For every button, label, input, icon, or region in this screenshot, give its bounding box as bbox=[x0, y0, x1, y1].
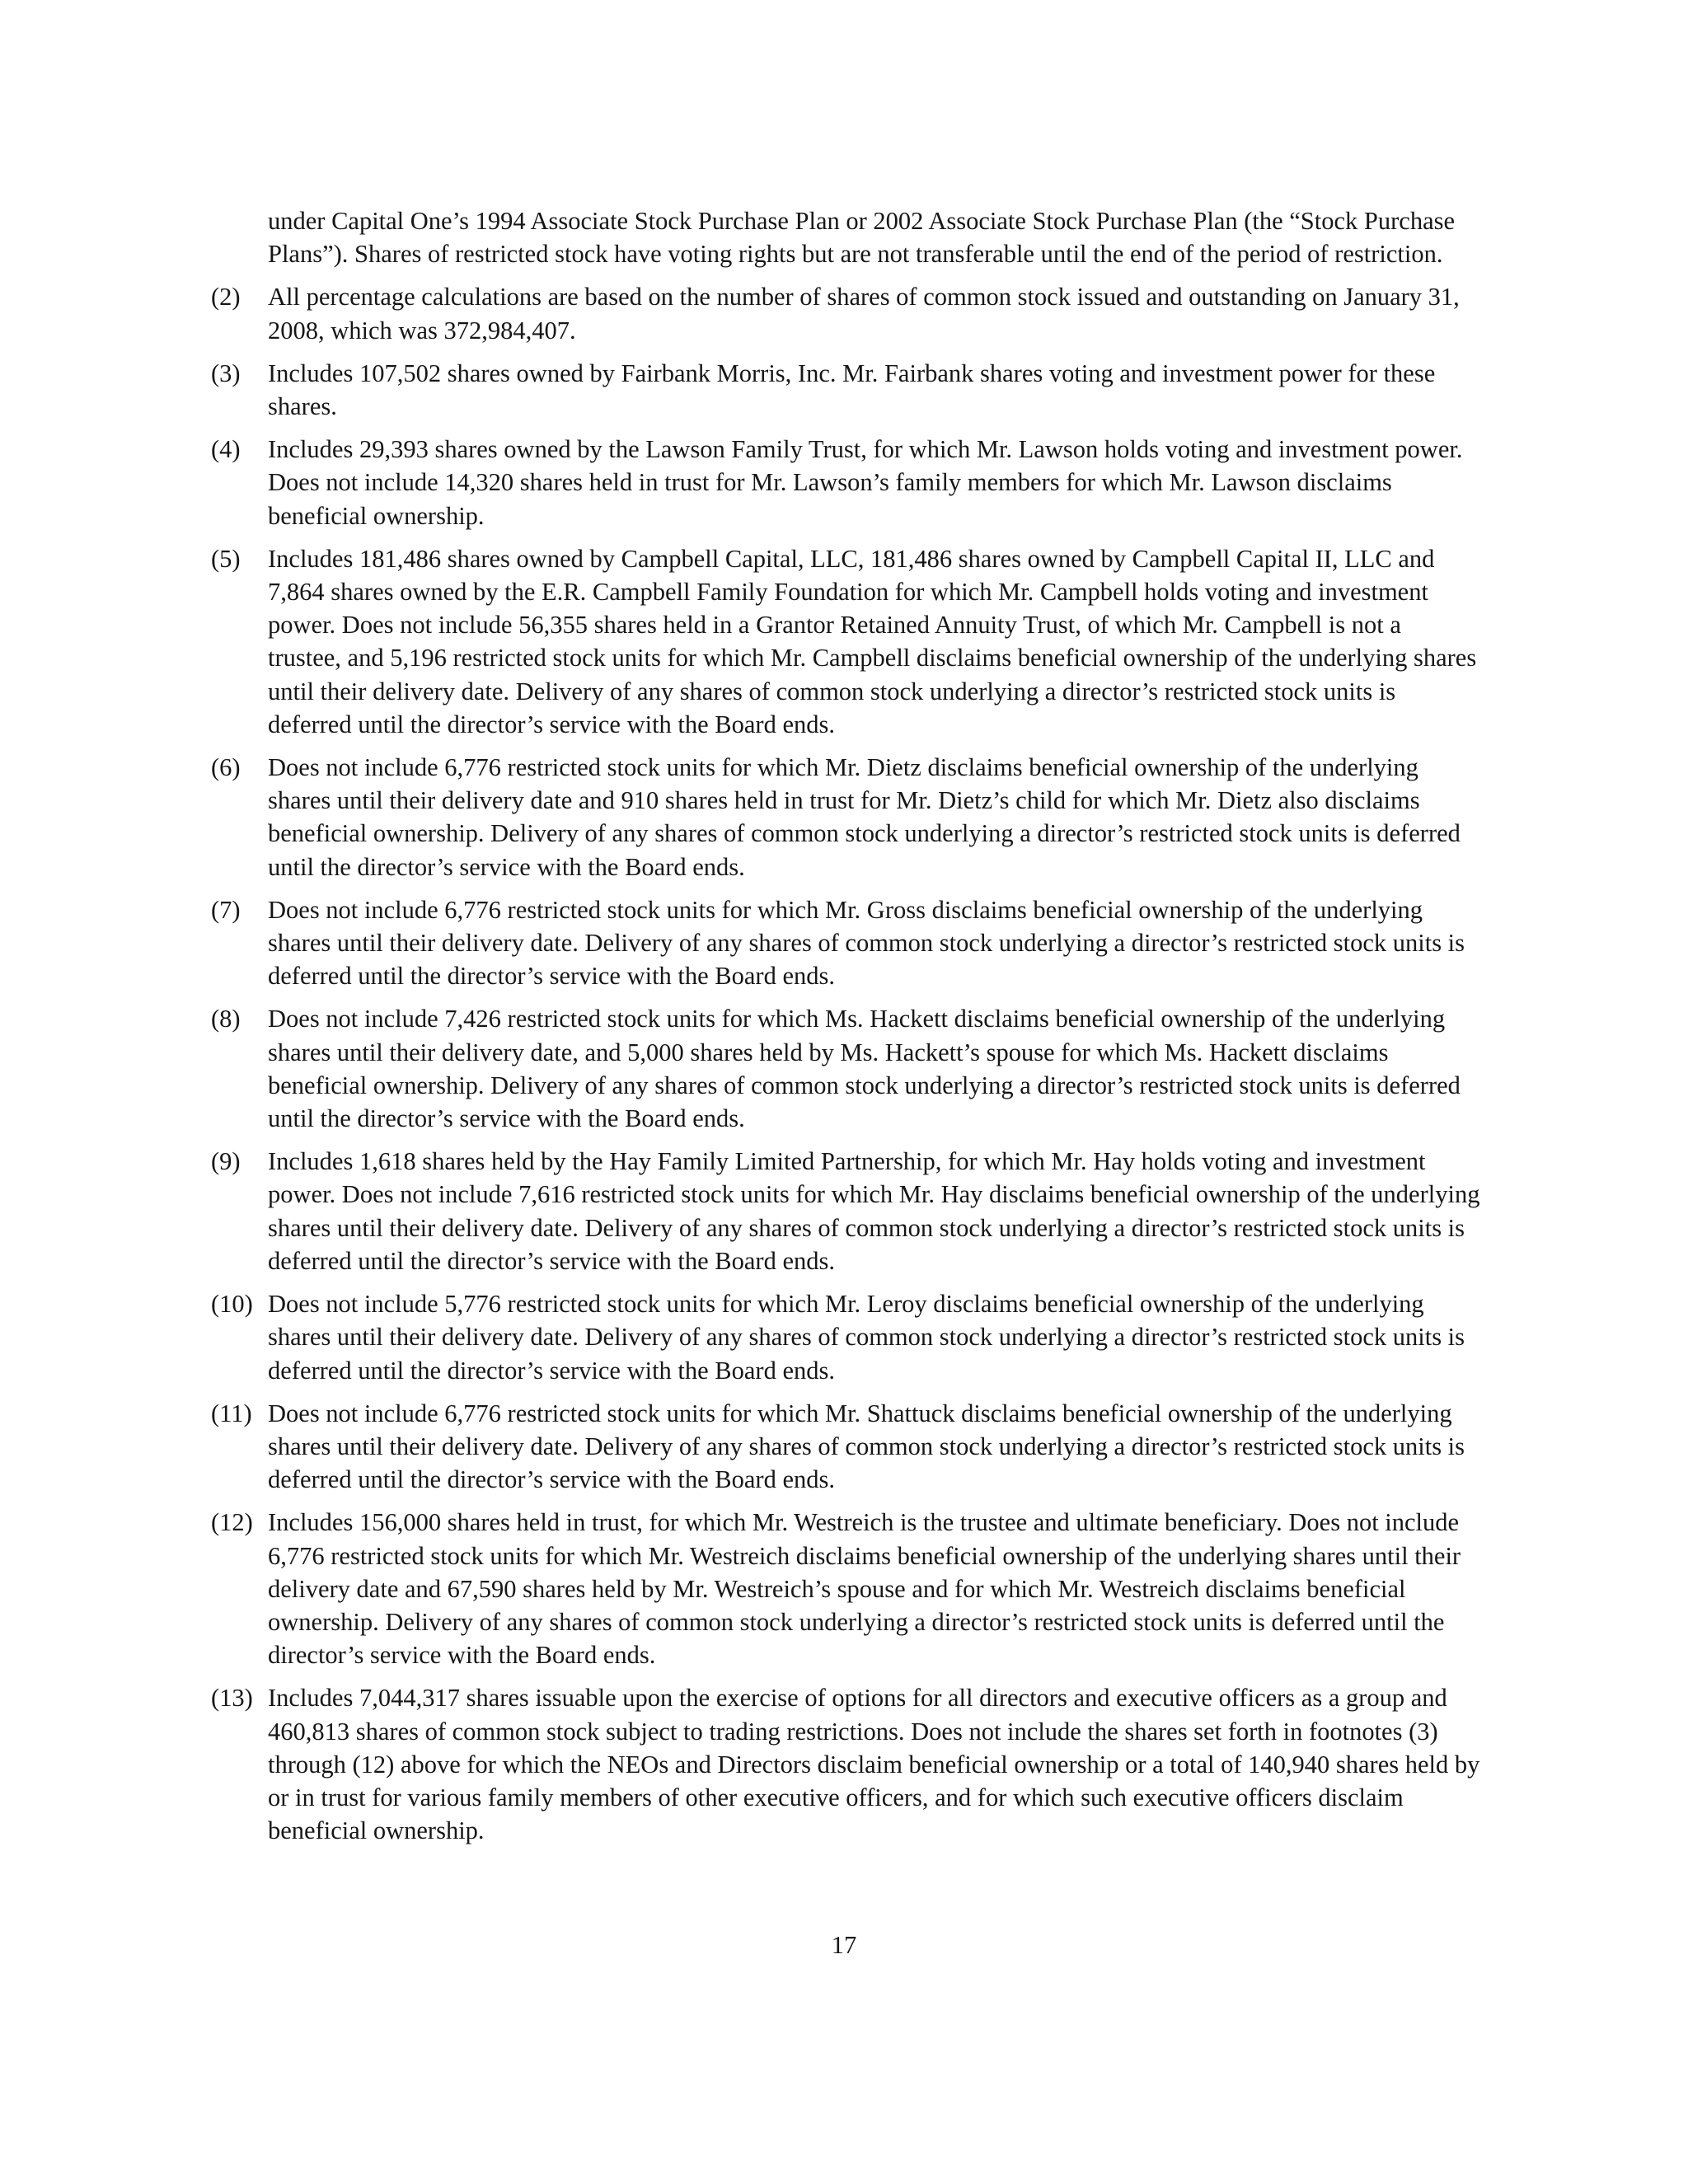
footnote-6 bbox=[211, 751, 1480, 883]
footnote-continuation: under Capital One’s 1994 Associate Stock Purchase Plan or 2002 Associate Stock Purchase Plan (the “Stock Purchase Plans”). Shares of restricted stock have voting rights but are not transferable until the end of the period of restriction. bbox=[268, 207, 1456, 269]
footnote-number: (2) bbox=[211, 283, 241, 312]
footnote-number: (4) bbox=[211, 435, 241, 464]
footnote-10 bbox=[211, 1287, 1480, 1387]
footnote-5 bbox=[211, 542, 1480, 741]
footnote-text: Does not include 6,776 restricted stock units for which Mr. Dietz disclaims beneficial ownership of the underlying shares until their delivery date and 910 shares held in trust for Mr. Dietz’s child for which Mr. Dietz also disclaims beneficial ownership. Delivery of any shares of common stock underlying a director’s restricted stock units is deferred until the director’s service with the Board ends. bbox=[268, 753, 1461, 881]
footnote-text: Includes 1,618 shares held by the Hay Family Limited Partnership, for which Mr. Hay holds voting and investment power. Does not include 7,616 restricted stock units for which Mr. Hay disclaims beneficial ownership of the underlying shares until their delivery date. Delivery of any shares of common stock underlying a director’s restricted stock units is deferred until the director’s service with the Board ends. bbox=[268, 1147, 1480, 1275]
footnote-12 bbox=[211, 1506, 1480, 1671]
footnote-number: (6) bbox=[211, 753, 241, 782]
footnote-number: (11) bbox=[211, 1399, 252, 1427]
page-number: 17 bbox=[831, 1931, 857, 1959]
footnotes-section bbox=[211, 204, 1480, 1857]
footnote-text: Does not include 7,426 restricted stock units for which Ms. Hackett disclaims beneficial ownership of the underlying shares until their delivery date, and 5,000 shares held by Ms. Hackett’s spouse for which Ms. Hackett disclaims beneficial ownership. Delivery of any shares of common stock underlying a director’s restricted stock units is deferred until the director’s service with the Board ends. bbox=[268, 1005, 1461, 1133]
footnote-text: Includes 181,486 shares owned by Campbell Capital, LLC, 181,486 shares owned by Campbell Capital II, LLC and 7,864 shares owned by the E.R. Campbell Family Foundation for which Mr. Campbell holds voting and investment power. Does not include 56,355 shares held in a Grantor Retained Annuity Trust, of which Mr. Campbell is not a trustee, and 5,196 restricted stock units for which Mr. Campbell disclaims beneficial ownership of the underlying shares until their delivery date. Delivery of any shares of common stock underlying a director’s restricted stock units is deferred until the director’s service with the Board ends. bbox=[268, 544, 1477, 738]
footnote-number: (7) bbox=[211, 895, 241, 924]
footnote-9 bbox=[211, 1145, 1480, 1277]
footnote-number: (10) bbox=[211, 1290, 253, 1319]
footnote-text: Includes 107,502 shares owned by Fairbank Morris, Inc. Mr. Fairbank shares voting and investment power for these shares. bbox=[268, 359, 1436, 421]
footnote-text: Includes 7,044,317 shares issuable upon the exercise of options for all directors and executive officers as a group and 460,813 shares of common stock subject to trading restrictions. Does not include the shares set forth in footnotes (3) through (12) above for which the NEOs and Directors disclaim beneficial ownership or a total of 140,940 shares held by or in trust for various family members of other executive officers, and for which such executive officers disclaim beneficial ownership. bbox=[268, 1684, 1480, 1845]
footnote-4 bbox=[211, 433, 1480, 532]
footnote-7 bbox=[211, 893, 1480, 993]
footnote-number: (3) bbox=[211, 359, 241, 387]
footnote-text: Includes 29,393 shares owned by the Lawson Family Trust, for which Mr. Lawson holds voting and investment power. Does not include 14,320 shares held in trust for Mr. Lawson’s family members for which Mr. Lawson disclaims beneficial ownership. bbox=[268, 435, 1463, 530]
footnote-13 bbox=[211, 1681, 1480, 1847]
footnote-8 bbox=[211, 1002, 1480, 1135]
footnote-text: Does not include 6,776 restricted stock units for which Mr. Shattuck disclaims beneficial ownership of the underlying shares until their delivery date. Delivery of any shares of common stock underlying a director’s restricted stock units is deferred until the director’s service with the Board ends. bbox=[268, 1399, 1465, 1494]
footnote-text: Does not include 5,776 restricted stock units for which Mr. Leroy disclaims beneficial ownership of the underlying shares until their delivery date. Delivery of any shares of common stock underlying a director’s restricted stock units is deferred until the director’s service with the Board ends. bbox=[268, 1290, 1465, 1385]
footnote-number: (5) bbox=[211, 544, 241, 573]
footnote-3 bbox=[211, 357, 1480, 423]
footnote-text: Does not include 6,776 restricted stock units for which Mr. Gross disclaims beneficial ownership of the underlying shares until their delivery date. Delivery of any shares of common stock underlying a director’s restricted stock units is deferred until the director’s service with the Board ends. bbox=[268, 895, 1465, 991]
footnote-number: (12) bbox=[211, 1508, 253, 1537]
footnote-number: (8) bbox=[211, 1005, 241, 1033]
footnote-2 bbox=[211, 280, 1480, 346]
footnote-number: (13) bbox=[211, 1684, 253, 1713]
footnote-text: Includes 156,000 shares held in trust, for which Mr. Westreich is the trustee and ultimate beneficiary. Does not include 6,776 restricted stock units for which Mr. Westreich disclaims beneficial ownership of the underlying shares until their delivery date and 67,590 shares held by Mr. Westreich’s spouse and for which Mr. Westreich disclaims beneficial ownership. Delivery of any shares of common stock underlying a director’s restricted stock units is deferred until the director’s service with the Board ends. bbox=[268, 1508, 1461, 1670]
footnote-11 bbox=[211, 1397, 1480, 1497]
footnote-text: All percentage calculations are based on the number of shares of common stock issued and outstanding on January 31, 2008, which was 372,984,407. bbox=[268, 283, 1460, 344]
footnote-number: (9) bbox=[211, 1147, 241, 1176]
